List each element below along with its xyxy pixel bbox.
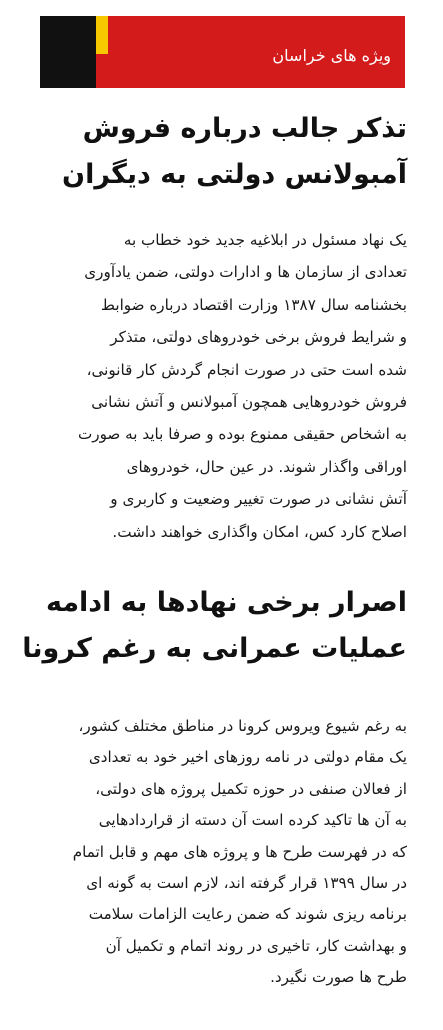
article1-headline (62, 106, 407, 198)
body-line: بخشنامه سال ۱۳۸۷ وزارت اقتصاد درباره ضوابط (100, 295, 407, 314)
body-line: برنامه ریزی شوند که ضمن رعایت الزامات سلامت (88, 905, 407, 924)
body-line: طرح ها صورت نگیرد. (270, 968, 407, 987)
body-line: اصلاح کارد کس، امکان واگذاری خواهند داشت. (112, 522, 407, 541)
article1-headline-line: آمبولانس دولتی به دیگران (62, 159, 407, 190)
body-line: به اشخاص حقیقی ممنوع بوده و صرفا باید به صورت (77, 425, 407, 444)
body-line: تعدادی از سازمان ها و ادارات دولتی، ضمن یادآوری (84, 263, 407, 282)
body-line: یک مقام دولتی در نامه روزهای اخیر خود به تعدادی (88, 748, 407, 767)
body-line: از فعالان صنفی در حوزه تکمیل پروژه های دولتی، (95, 779, 407, 798)
article1-headline-line: تذکر جالب درباره فروش (82, 113, 407, 144)
body-line: در سال ۱۳۹۹ قرار گرفته اند، لازم است به گونه ای (86, 874, 407, 893)
article2-body (36, 711, 407, 994)
article2-headline (22, 580, 407, 672)
body-line: که در فهرست طرح ها و پروژه های مهم و قابل اتمام (72, 842, 407, 861)
body-line: اوراقی واگذار شوند. در عین حال، خودروهای (126, 457, 407, 476)
article2-headline-line: اصرار برخی نهادها به ادامه (45, 587, 407, 618)
header-black-stripe (40, 16, 96, 88)
article1-body (36, 224, 407, 548)
article2-headline-line: عملیات عمرانی به رغم کرونا (22, 633, 407, 664)
body-line: آتش نشانی در صورت تغییر وضعیت و کاربری و (110, 490, 407, 509)
body-line: شده است حتی در صورت انجام گردش کار قانونی، (86, 360, 407, 379)
section-label: ویژه های خراسان (272, 46, 391, 65)
body-line: و شرایط فروش برخی خودروهای دولتی، متذکر (110, 328, 407, 347)
body-line: فروش خودروهایی همچون آمبولانس و آتش نشانی (91, 393, 407, 412)
body-line: به آن ها تاکید کرده است آن دسته از قراردادهایی (98, 811, 407, 830)
body-line: یک نهاد مسئول در ابلاغیه جدید خود خطاب به (123, 231, 407, 249)
body-line: به رغم شیوع ویروس کرونا در مناطق مختلف کشور، (78, 717, 407, 735)
header-yellow-stripe (96, 16, 108, 54)
body-line: و بهداشت کار، تاخیری در روند اتمام و تکمیل آن (105, 936, 407, 955)
